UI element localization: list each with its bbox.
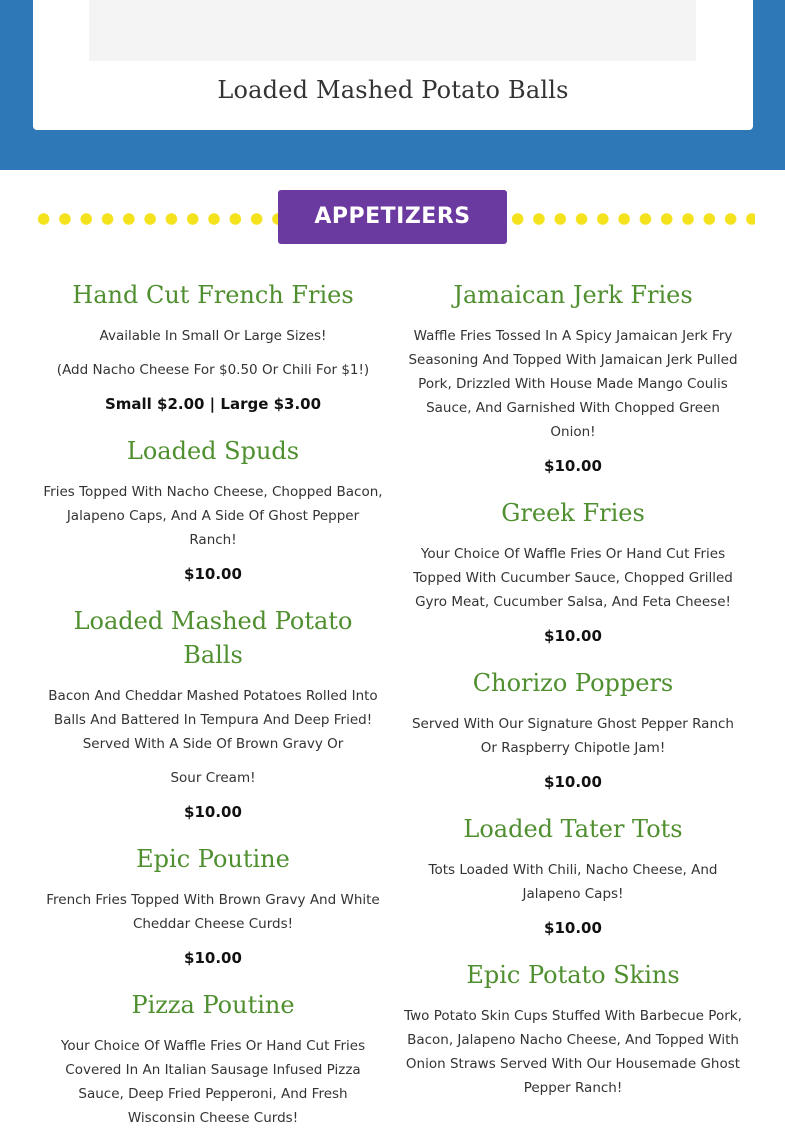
- menu-item-description: Waffle Fries Tossed In A Spicy Jamaican Jerk Fry Seasoning And Topped With Jamaican Jerk Pulled Pork, Drizzled With House Made Mango Coulis Sauce, And Garnished With Chopped Green Onion!: [408, 328, 738, 440]
- menu-item-price: $10.00: [184, 949, 242, 967]
- menu-item: [403, 278, 743, 478]
- menu-item-title: Hand Cut French Fries: [72, 281, 354, 309]
- menu-item-description: Tots Loaded With Chili, Nacho Cheese, And Jalapeno Caps!: [428, 862, 718, 902]
- menu-item-title: Greek Fries: [501, 499, 645, 527]
- menu-item: [43, 988, 383, 1130]
- menu-item-price: Small $2.00 | Large $3.00: [104, 395, 322, 413]
- menu-item-title: Pizza Poutine: [131, 991, 295, 1019]
- menu-item-title: Jamaican Jerk Fries: [453, 281, 693, 309]
- menu-item-price: $10.00: [544, 919, 602, 937]
- menu-item: [403, 958, 743, 1100]
- menu-item-description: (Add Nacho Cheese For $0.50 Or Chili For $1!): [56, 362, 370, 378]
- menu-item-description: Served With Our Signature Ghost Pepper Ranch Or Raspberry Chipotle Jam!: [411, 716, 734, 756]
- menu-item-description: Sour Cream!: [170, 770, 256, 786]
- menu-item: [43, 434, 383, 586]
- menu-item-price: $10.00: [184, 803, 242, 821]
- menu-item-price: $10.00: [184, 565, 242, 583]
- menu-item-title: Loaded Tater Tots: [463, 815, 683, 843]
- menu-item-title: Loaded Mashed Potato Balls: [73, 607, 353, 669]
- menu-item: [43, 604, 383, 824]
- menu-item-title: Chorizo Poppers: [472, 669, 674, 697]
- menu-item-price: $10.00: [544, 627, 602, 645]
- menu-item-price: $10.00: [544, 457, 602, 475]
- menu-item-description: Two Potato Skin Cups Stuffed With Barbecue Pork, Bacon, Jalapeno Nacho Cheese, And Topped With Onion Straws Served With Our Housemade Ghost Pepper Ranch!: [404, 1008, 742, 1096]
- hero-image: [89, 0, 696, 61]
- menu-item-description: Your Choice Of Waffle Fries Or Hand Cut Fries Topped With Cucumber Sauce, Chopped Grilled Gyro Meat, Cucumber Salsa, And Feta Cheese!: [413, 546, 733, 610]
- hero-card[interactable]: [33, 0, 753, 130]
- menu-column-left: [43, 278, 383, 1144]
- menu-item-price: $10.00: [544, 773, 602, 791]
- menu-item: [403, 666, 743, 794]
- decorative-dots-left: [33, 213, 278, 225]
- menu-item-description: Fries Topped With Nacho Cheese, Chopped Bacon, Jalapeno Caps, And A Side Of Ghost Pepper Ranch!: [43, 484, 383, 548]
- menu-item-description: Available In Small Or Large Sizes!: [99, 328, 327, 344]
- menu-item: [43, 842, 383, 970]
- menu-item: [403, 496, 743, 648]
- hero-caption: Loaded Mashed Potato Balls: [217, 76, 569, 104]
- menu-column-right: [403, 278, 743, 1114]
- menu-item-title: Epic Poutine: [136, 845, 290, 873]
- menu-item-title: Loaded Spuds: [126, 437, 300, 465]
- decorative-dots-right: [507, 213, 755, 225]
- menu-item: [43, 278, 383, 416]
- menu-item-description: Bacon And Cheddar Mashed Potatoes Rolled Into Balls And Battered In Tempura And Deep Fried! Served With A Side Of Brown Gravy Or: [48, 688, 378, 752]
- menu-item-title: Epic Potato Skins: [466, 961, 680, 989]
- menu-item: [403, 812, 743, 940]
- hero-section: [0, 0, 785, 170]
- menu-item-description: French Fries Topped With Brown Gravy And White Cheddar Cheese Curds!: [46, 892, 380, 932]
- menu-item-description: Your Choice Of Waffle Fries Or Hand Cut Fries Covered In An Italian Sausage Infused Pizza Sauce, Deep Fried Pepperoni, And Fresh Wisconsin Cheese Curds!: [60, 1038, 366, 1126]
- section-title-banner: appetizers: [278, 190, 507, 244]
